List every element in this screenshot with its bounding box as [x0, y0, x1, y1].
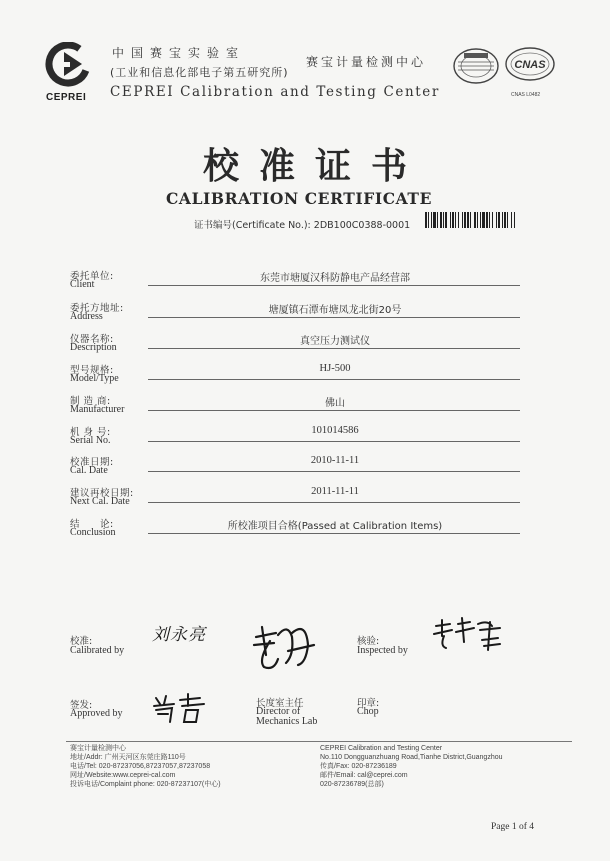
field-label-en: Model/Type: [70, 373, 119, 384]
field-underline: [148, 533, 520, 534]
calibrated-label-en: Calibrated by: [70, 645, 125, 656]
field-underline: [148, 285, 520, 286]
footer-left-4: 投诉电话/Complaint phone: 020-87237107(中心): [70, 781, 221, 788]
field-value: 2010-11-11: [310, 455, 360, 466]
certificate-number: 证书编号(Certificate No.): 2DB100C0388-0001: [194, 220, 411, 231]
field-label-cn: 机 身 号:: [70, 427, 111, 438]
field-value: 101014586: [311, 425, 359, 436]
barcode-icon: [425, 212, 565, 228]
field-label-cn: 制 造 商:: [70, 396, 111, 407]
field-underline: [148, 502, 520, 503]
footer-left-1: 地址/Addr: 广州天河区东莞庄路110号: [70, 754, 186, 761]
field-label-cn: 委托单位:: [70, 271, 114, 282]
chop-label-cn: 印章:: [357, 698, 380, 709]
field-label-en: Description: [70, 342, 117, 353]
field-value: 佛山: [325, 398, 345, 409]
center-name-en: CEPREI Calibration and Testing Center: [110, 84, 440, 100]
field-underline: [148, 410, 520, 411]
footer-right-3: 邮件/Email: cal@ceprei.com: [320, 772, 408, 779]
cnas-number: CNAS L0482: [511, 92, 541, 98]
footer-divider: [66, 741, 572, 742]
field-underline: [148, 317, 520, 318]
approved-label-cn: 签发:: [70, 700, 93, 711]
field-underline: [148, 379, 520, 380]
field-label-cn: 型号规格:: [70, 365, 114, 376]
field-label-cn: 仪器名称:: [70, 334, 114, 345]
inspected-label-cn: 核验:: [357, 636, 380, 647]
footer-left-0: 赛宝计量检测中心: [70, 745, 126, 752]
field-value: HJ-500: [319, 363, 351, 374]
director-label-en-1: Director of: [256, 706, 301, 717]
footer-right-1: No.110 Dongguanzhuang Road,Tianhe District,Guangzhou: [320, 754, 503, 761]
chop-label-en: Chop: [357, 706, 379, 717]
director-label-en-2: Mechanics Lab: [256, 716, 318, 727]
field-value: 所校准项目合格(Passed at Calibration Items): [227, 521, 443, 532]
page-number: Page 1 of 4: [491, 822, 535, 832]
inspector-signature: [430, 616, 510, 656]
footer-left-2: 电话/Tel: 020-87237056,87237057,87237058: [70, 763, 211, 770]
footer-right-4: 020-87236789(总部): [320, 781, 384, 788]
title-cn: 校准证书: [202, 145, 427, 187]
approved-label-en: Approved by: [70, 708, 123, 719]
field-label-en: Client: [70, 279, 95, 290]
field-label-cn: 校准日期:: [70, 457, 114, 468]
center-name-cn: 赛宝计量检测中心: [306, 55, 427, 69]
field-label-en: Manufacturer: [70, 404, 125, 415]
field-label-en: Conclusion: [70, 527, 116, 538]
field-label-cn: 结 论:: [70, 519, 114, 530]
field-underline: [148, 348, 520, 349]
logo-text: CEPREI: [46, 92, 87, 103]
field-label-en: Serial No.: [70, 435, 111, 446]
field-label-cn: 委托方地址:: [70, 303, 124, 314]
approver-signature: [150, 692, 212, 726]
field-label-cn: 建议再校日期:: [70, 488, 134, 499]
footer-left-3: 网址/Website:www.ceprei-cal.com: [70, 772, 176, 779]
handwritten-signature-1: [248, 615, 323, 675]
footer-right-2: 传真/Fax: 020-87236189: [320, 763, 397, 770]
director-label-cn: 长度室主任: [256, 698, 304, 709]
calibrated-label-cn: 校准:: [70, 636, 93, 647]
field-value: 东莞市塘厦汉科防静电产品经营部: [260, 273, 410, 284]
footer-right-0: CEPREI Calibration and Testing Center: [320, 745, 443, 752]
field-underline: [148, 471, 520, 472]
title-en: CALIBRATION CERTIFICATE: [166, 189, 432, 208]
calibrated-signature: 刘永亮: [152, 625, 206, 645]
field-value: 塘厦镇石潭布塘凤龙北街20号: [268, 305, 402, 316]
field-underline: [148, 441, 520, 442]
org-subname-cn: (工业和信息化部电子第五研究所): [110, 66, 289, 79]
field-label-en: Next Cal. Date: [70, 496, 130, 507]
org-name-cn: 中国赛宝实验室: [112, 46, 246, 60]
field-value: 2011-11-11: [311, 486, 359, 497]
inspected-label-en: Inspected by: [357, 645, 408, 656]
field-label-en: Cal. Date: [70, 465, 108, 476]
cnas-mark: CNAS: [514, 59, 546, 71]
field-label-en: Address: [70, 311, 103, 322]
field-value: 真空压力测试仪: [300, 336, 370, 347]
accreditation-seals-icon: [450, 40, 560, 98]
